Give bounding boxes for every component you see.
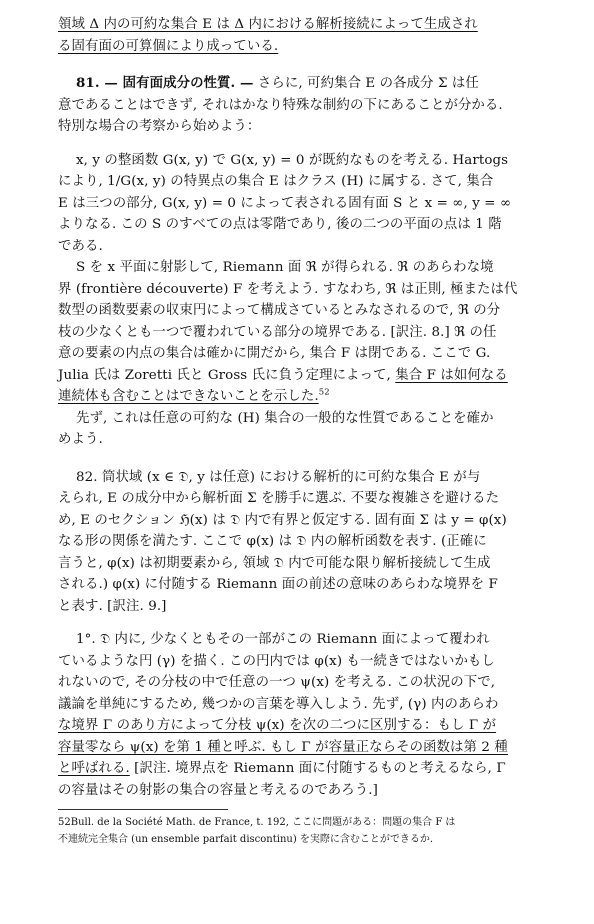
text-line: えられ, E の成分中から解析面 Σ を勝手に選ぶ. 不要な複雑さを避けるた [58,491,500,506]
underlined-text: と呼ばれる. [58,761,130,776]
footnote [58,814,552,848]
text-line: 議論を単純にするため, 幾つかの言葉を導入しよう. 先ず, (γ) 内のあらわ [58,696,499,712]
footnote-line: 不連続完全集合 (un ensemble parfait discontinu) を実際に含むことができるか. [58,834,434,845]
underlined-text: な境界 Γ のあり方によって分枝 ψ(x) を次の二つに区別する：もし Γ が [58,718,497,733]
text-line: 枝の少なくとも一つで覆われている部分の境界である. [訳注. 8.] ℜ の任 [58,324,497,340]
text-line: ているような円 (γ) を描く. この円内では φ(x) も一続きではないかもし [58,653,495,669]
text-line: 1°. 𝔇 内に, 少なくともその一部がこの Riemann 面によって覆われ [76,632,490,647]
paragraph-1 [58,629,552,801]
text-line: により, 1/G(x, y) の特異点の集合 E はクラス (H) に属する. さて, 集合 [58,174,494,189]
text-line: さらに, 可約集合 E の各成分 Σ は任 [253,76,479,91]
text-line: めよう. [58,432,103,447]
text-line: 先ず, これは任意の可約な (H) 集合の一般的な性質であることを確か [76,410,494,426]
underlined-text: 連続体も含むことはできないことを示した. [58,389,319,404]
section-heading: 81. — 固有面成分の性質. — [76,75,254,91]
text-line: [訳注. 境界点を Riemann 面に付随するものと考えるなら, Γ [129,761,506,776]
text-line: 特別な場合の考察から始めよう： [58,119,261,134]
text-line: なる形の関係を満たす. ここで φ(x) は 𝔇 内の解析函数を表す. (正確に [58,534,487,549]
text-line: 界 (frontière découverte) F を考えよう. すなわち, ℜ は正則, 極または代 [58,281,518,297]
underlined-text: 容量零なら ψ(x) を第 1 種と呼ぶ. もし Γ が容量正ならその函数は第 2 種 [58,739,508,755]
paragraph-hartogs [58,150,552,258]
text-line: 意の要素の内点の集合は確かに開だから, 集合 F は閉である. ここで G. [58,346,491,361]
footnote-ref: 52 [318,387,330,398]
text-line: 82. 筒状域 (x ∈ 𝔇, y は任意) における解析的に可約な集合 E が与 [76,469,481,485]
text-line: S を x 平面に射影して, Riemann 面 ℜ が得られる. ℜ のあらわな境 [76,260,494,275]
paragraph-riemann [58,257,552,408]
document-page [58,14,552,848]
text-line: である. [58,238,103,254]
text-line: Julia 氏は Zoretti 氏と Gross 氏に負う定理によって, [58,367,396,383]
text-line: される.) φ(x) に付随する Riemann 面の前述の意味のあらわな境界を F [58,577,498,592]
section-81 [58,73,552,138]
intro-paragraph [58,14,552,57]
text-line: 言うと, φ(x) は初期要素から, 領域 𝔇 内で可能な限り解析接続して生成 [58,555,491,571]
underlined-text: 集合 F は如何なる [395,367,508,383]
text-line: る固有面の可算個により成っている. [58,38,279,54]
text-line: れないので, その分枝の中で任意の一つ ψ(x) を考える. この状況の下で, [58,675,496,690]
footnote-divider [58,809,228,810]
text-line: 意であることはできず, それはかなり特殊な制約の下にあることが分かる. [58,97,503,113]
text-line: x, y の整函数 G(x, y) で G(x, y) = 0 が既約なものを考える. Hartogs [76,152,509,168]
text-line: 領域 Δ 内の可約な集合 E は Δ 内における解析接続によって生成され [58,17,478,32]
paragraph-first [58,408,552,451]
text-line: 数型の函数要素の収束円によって構成さているとみなされるので, ℜ の分 [58,303,501,318]
text-line: と表す. [訳注. 9.] [58,598,167,614]
text-line: E は三つの部分, G(x, y) = 0 によって表される固有面 S と x = ∞, y = ∞ [58,195,512,211]
text-line: よりなる. この S のすべての点は零階であり, 後の二つの平面の点は 1 階 [58,217,502,232]
text-line: の容量はその射影の集合の容量と考えるのであろう.] [58,782,378,798]
text-line: め, E のセクション ℌ(x) は 𝔇 内で有界と仮定する. 固有面 Σ は y = φ(x) [58,512,507,528]
section-82 [58,467,552,618]
footnote-line: 52Bull. de la Société Math. de France, t. 192, ここに問題がある：問題の集合 F は [58,817,456,828]
